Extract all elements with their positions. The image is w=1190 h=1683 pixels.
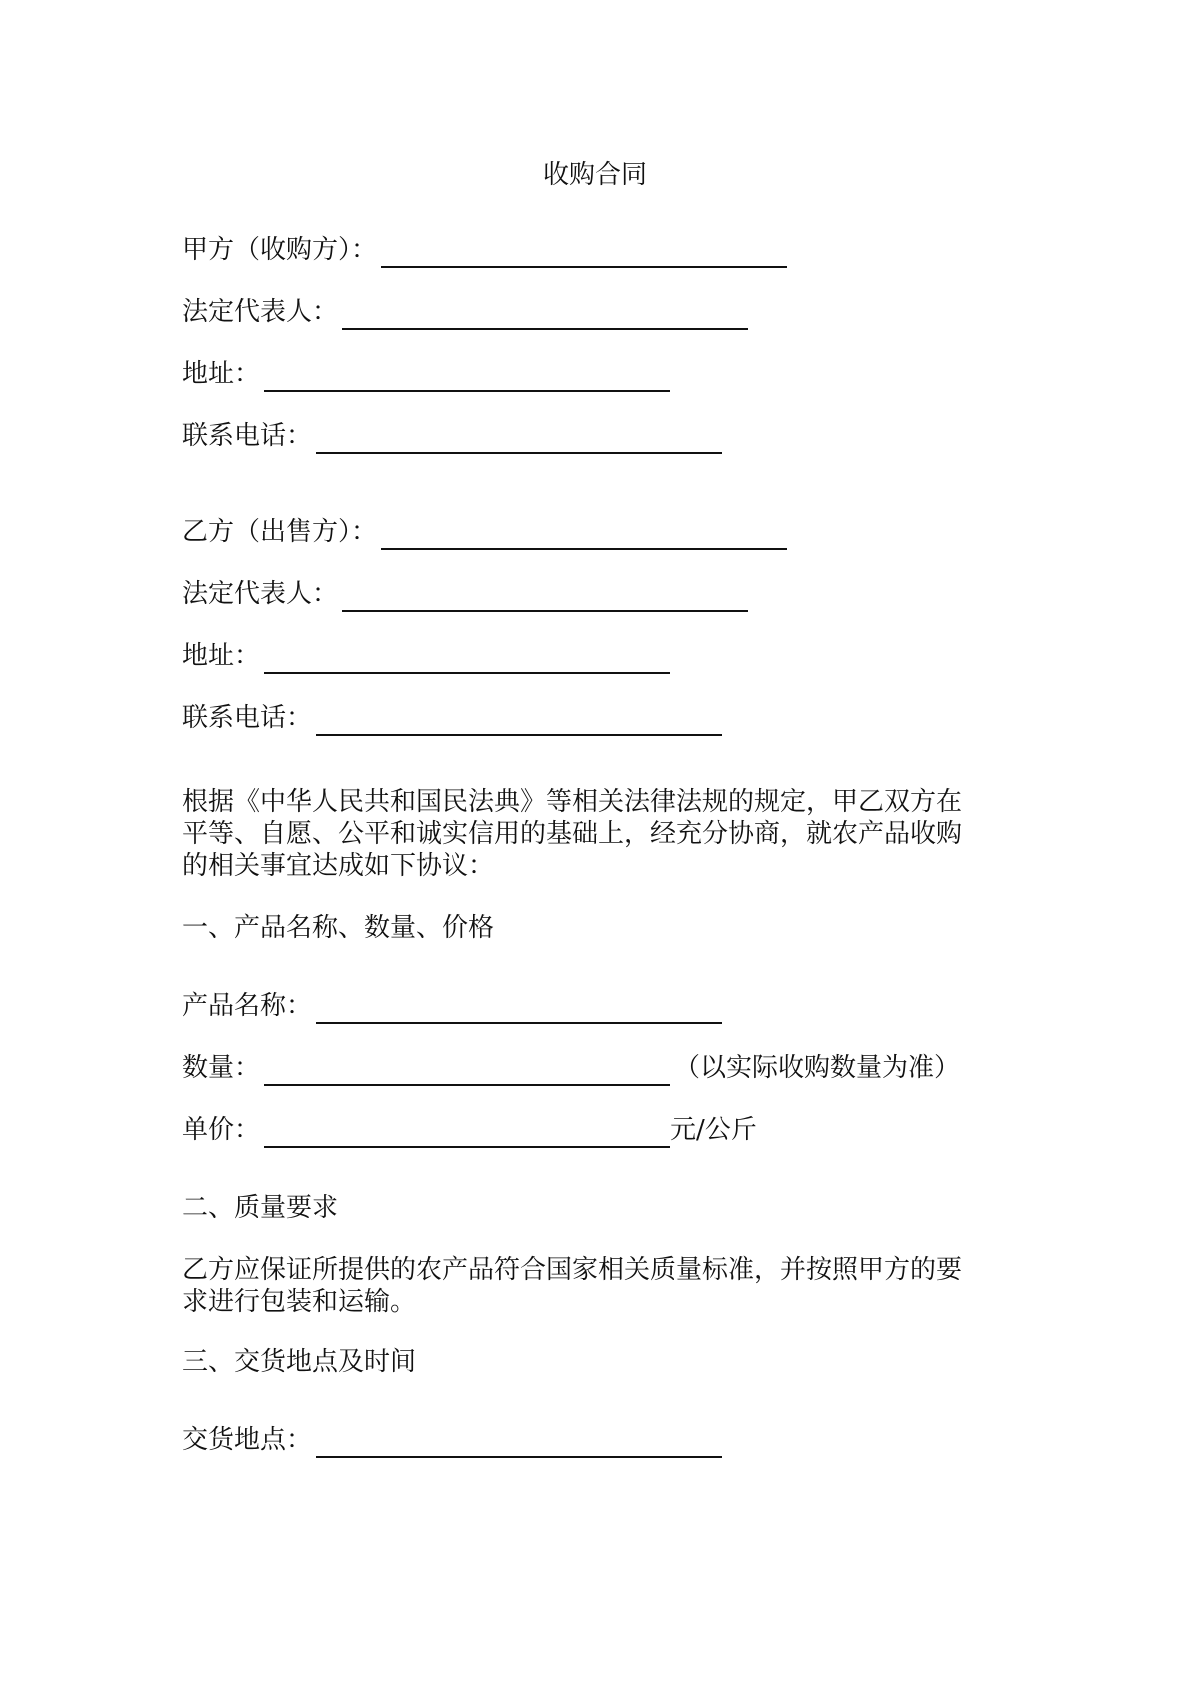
- price-label: 单价：: [182, 1115, 261, 1145]
- party-b-address-label: 地址：: [182, 641, 261, 671]
- delivery-location-row: [182, 1422, 722, 1458]
- party-a-phone-label: 联系电话：: [182, 421, 313, 451]
- party-b-address-row: [182, 638, 670, 674]
- party-b-address-blank[interactable]: [264, 644, 670, 674]
- party-a-phone-row: [182, 418, 722, 454]
- party-b-phone-blank[interactable]: [316, 706, 722, 736]
- party-a-address-label: 地址：: [182, 359, 261, 389]
- preamble-paragraph: [182, 786, 1012, 882]
- party-b-name-row: [182, 514, 787, 550]
- section3-heading: 三、交货地点及时间: [182, 1347, 417, 1377]
- party-a-phone-blank[interactable]: [316, 424, 722, 454]
- quantity-label: 数量：: [182, 1053, 261, 1083]
- quantity-note: （以实际收购数量为准）: [674, 1053, 961, 1083]
- party-a-rep-row: [182, 294, 748, 330]
- document-title: 收购合同: [542, 160, 647, 190]
- party-a-rep-label: 法定代表人：: [182, 297, 339, 327]
- price-unit: 元/公斤: [670, 1115, 757, 1145]
- party-b-phone-row: [182, 700, 722, 736]
- party-b-rep-row: [182, 576, 748, 612]
- product-name-blank[interactable]: [316, 994, 722, 1024]
- party-b-rep-label: 法定代表人：: [182, 579, 339, 609]
- party-a-name-blank[interactable]: [381, 238, 787, 268]
- party-a-address-row: [182, 356, 670, 392]
- preamble-line: 平等、自愿、公平和诚实信用的基础上，经充分协商，就农产品收购: [182, 819, 963, 849]
- party-b-rep-blank[interactable]: [342, 582, 748, 612]
- preamble-line: 根据《中华人民共和国民法典》等相关法律法规的规定，甲乙双方在: [182, 787, 963, 817]
- delivery-location-label: 交货地点：: [182, 1425, 313, 1455]
- party-a-name-row: [182, 232, 787, 268]
- party-b-name-label: 乙方（出售方）：: [182, 517, 378, 547]
- party-a-rep-blank[interactable]: [342, 300, 748, 330]
- section2-line: 乙方应保证所提供的农产品符合国家相关质量标准，并按照甲方的要: [182, 1255, 963, 1285]
- delivery-location-blank[interactable]: [316, 1428, 722, 1458]
- quantity-blank[interactable]: [264, 1056, 670, 1086]
- preamble-line: 的相关事宜达成如下协议：: [182, 851, 495, 881]
- party-a-name-label: 甲方（收购方）：: [182, 235, 378, 265]
- product-name-row: [182, 988, 722, 1024]
- section2-body: [182, 1254, 1012, 1318]
- product-name-label: 产品名称：: [182, 991, 313, 1021]
- party-b-phone-label: 联系电话：: [182, 703, 313, 733]
- section2-heading: 二、质量要求: [182, 1193, 339, 1223]
- price-blank[interactable]: [264, 1118, 670, 1148]
- party-a-address-blank[interactable]: [264, 362, 670, 392]
- quantity-row: [182, 1050, 960, 1086]
- section1-heading: 一、产品名称、数量、价格: [182, 913, 495, 943]
- section2-line: 求进行包装和运输。: [182, 1287, 417, 1317]
- party-b-name-blank[interactable]: [381, 520, 787, 550]
- price-row: [182, 1112, 757, 1148]
